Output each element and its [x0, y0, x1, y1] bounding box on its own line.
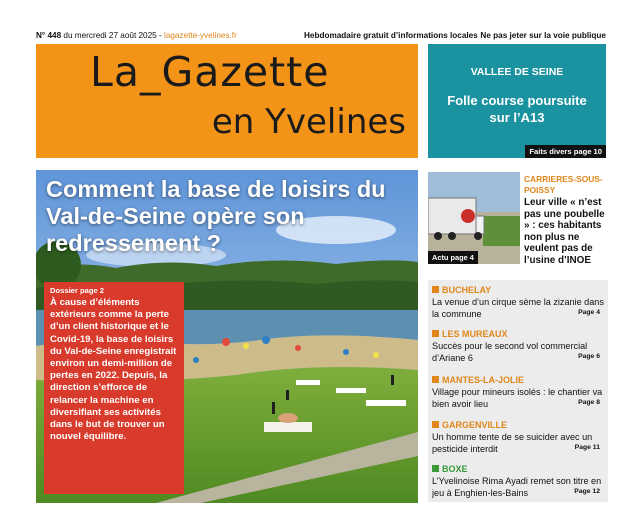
brief-tag [432, 329, 508, 339]
site-link[interactable]: lagazette-yvelines.fr [164, 31, 237, 40]
side-story-kicker: CARRIERES-SOUS-POISSY [524, 174, 603, 195]
brief-page: Page 4 [578, 309, 600, 316]
dossier-box [44, 282, 184, 494]
brief-tag-label: MANTES-LA-JOLIE [442, 375, 524, 385]
brief-text: Un homme tente de se suicider avec un pesticide interdit [432, 432, 593, 454]
brief-tag-label: GARGENVILLE [442, 420, 508, 430]
teaser-box[interactable] [428, 44, 606, 158]
notice-label: Ne pas jeter sur la voie publique [480, 31, 606, 40]
brief-tag [432, 285, 491, 295]
bullet-square-icon [432, 421, 439, 428]
masthead-title: La_Gazette [90, 48, 330, 96]
brief-text: L’Yvelinoise Rima Ayadi remet son titre en jeu à Enghien-les-Bains [432, 476, 602, 498]
brief-page: Page 12 [574, 488, 600, 495]
brief-tag-label: BUCHELAY [442, 285, 492, 295]
dossier-text: À cause d’éléments extérieurs comme la perte d’un client historique et le Covid-19, la base de loisirs du Val-de-Seine enregistrait environ un demi-million de pertes en 2022. Depuis, la direction s’efforce de relancer la machine en diversifiant ses activités dans le but de trouver un nouvel équilibre. [50, 297, 177, 443]
bullet-square-icon [432, 465, 439, 472]
main-headline[interactable]: Comment la base de loisirs du Val-de-Seine opère son redressement ? [46, 176, 386, 256]
briefs-column [428, 280, 608, 502]
issue-number: N° 448 [36, 31, 62, 40]
top-info-line [36, 31, 606, 43]
side-photo-label: Actu page 4 [428, 251, 478, 264]
main-story-photo [36, 170, 418, 503]
teaser-kicker: VALLEE DE SEINE [470, 66, 564, 78]
brief-page: Page 11 [574, 444, 600, 451]
brief-tag [432, 420, 507, 430]
weekly-label: Hebdomadaire gratuit d’informations locales [304, 31, 478, 40]
masthead-subtitle: en Yvelines [211, 102, 406, 142]
brief-page: Page 6 [578, 353, 600, 360]
brief-text: Village pour mineurs isolés : le chantier va bien avoir lieu [432, 387, 603, 409]
side-story-text[interactable]: Leur ville « n’est pas une poubelle » : ces habitants non plus ne veulent pas de l’usine d’INOE [524, 197, 605, 266]
bullet-square-icon [432, 376, 439, 383]
teaser-headline[interactable]: Folle course poursuite sur l’A13 [447, 93, 587, 125]
brief-tag [432, 375, 524, 385]
side-story-photo[interactable] [428, 172, 520, 264]
brief-tag [432, 464, 468, 474]
issue-date: du mercredi 27 août 2025 - [61, 31, 164, 40]
issue-info [36, 31, 237, 40]
dossier-label: Dossier page 2 [50, 286, 105, 295]
brief-tag-label: BOXE [442, 464, 468, 474]
bullet-square-icon [432, 330, 439, 337]
brief-text: La venue d’un cirque sème la zizanie dans la commune [432, 297, 604, 319]
brief-page: Page 8 [578, 399, 600, 406]
masthead [36, 44, 418, 158]
brief-tag-label: LES MUREAUX [442, 329, 508, 339]
teaser-page-ref: Faits divers page 10 [525, 145, 606, 158]
brief-text: Succès pour le second vol commercial d’Ariane 6 [432, 341, 588, 363]
bullet-square-icon [432, 286, 439, 293]
